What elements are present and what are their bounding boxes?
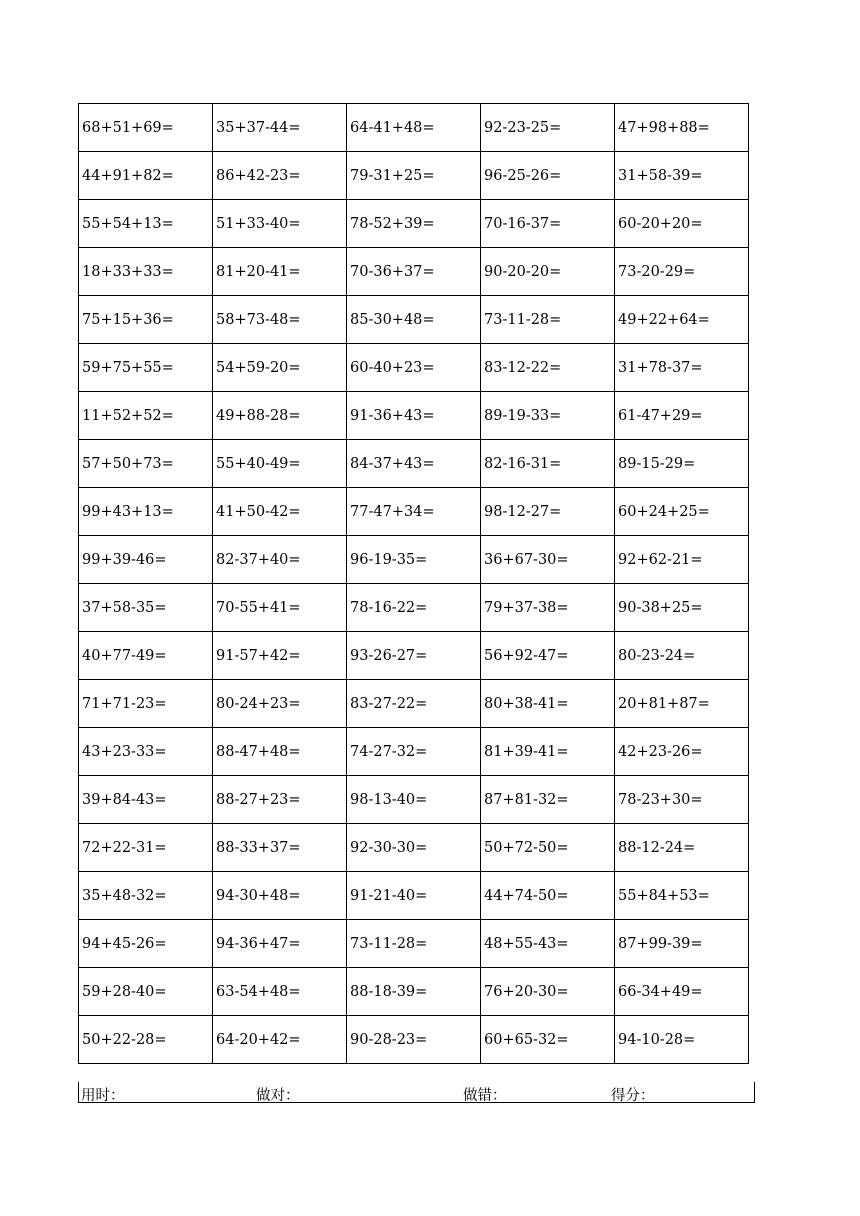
table-row — [79, 968, 749, 1016]
problem-cell: 55+84+53= — [615, 872, 749, 920]
problem-cell: 88-47+48= — [213, 728, 347, 776]
problem-cell: 96-25-26= — [481, 152, 615, 200]
table-row — [79, 680, 749, 728]
problem-cell: 90-20-20= — [481, 248, 615, 296]
problem-cell: 89-19-33= — [481, 392, 615, 440]
problem-cell: 49+22+64= — [615, 296, 749, 344]
problem-cell: 74-27-32= — [347, 728, 481, 776]
problem-cell: 49+88-28= — [213, 392, 347, 440]
problem-cell: 31+78-37= — [615, 344, 749, 392]
problem-cell: 80+38-41= — [481, 680, 615, 728]
problem-cell: 36+67-30= — [481, 536, 615, 584]
problem-cell: 78-16-22= — [347, 584, 481, 632]
problem-cell: 90-28-23= — [347, 1016, 481, 1064]
problem-cell: 80-24+23= — [213, 680, 347, 728]
problem-cell: 73-11-28= — [347, 920, 481, 968]
problem-grid-body — [79, 104, 749, 1064]
wrong-label: 做错： — [463, 1088, 507, 1104]
problem-cell: 64-20+42= — [213, 1016, 347, 1064]
table-row — [79, 488, 749, 536]
problem-cell: 85-30+48= — [347, 296, 481, 344]
problem-cell: 99+39-46= — [79, 536, 213, 584]
table-row — [79, 392, 749, 440]
table-row — [79, 632, 749, 680]
problem-cell: 54+59-20= — [213, 344, 347, 392]
problem-cell: 79+37-38= — [481, 584, 615, 632]
problem-cell: 98-12-27= — [481, 488, 615, 536]
problem-cell: 75+15+36= — [79, 296, 213, 344]
problem-cell: 40+77-49= — [79, 632, 213, 680]
problem-cell: 89-15-29= — [615, 440, 749, 488]
problem-cell: 80-23-24= — [615, 632, 749, 680]
problem-cell: 91-57+42= — [213, 632, 347, 680]
problem-cell: 64-41+48= — [347, 104, 481, 152]
problem-cell: 98-13-40= — [347, 776, 481, 824]
problem-cell: 94-30+48= — [213, 872, 347, 920]
problem-cell: 59+75+55= — [79, 344, 213, 392]
problem-cell: 50+72-50= — [481, 824, 615, 872]
time-label: 用时： — [81, 1088, 125, 1104]
table-row — [79, 728, 749, 776]
problem-cell: 81+39-41= — [481, 728, 615, 776]
table-row — [79, 104, 749, 152]
table-row — [79, 776, 749, 824]
problem-cell: 44+91+82= — [79, 152, 213, 200]
problem-cell: 47+98+88= — [615, 104, 749, 152]
problem-cell: 20+81+87= — [615, 680, 749, 728]
problem-cell: 99+43+13= — [79, 488, 213, 536]
problem-cell: 18+33+33= — [79, 248, 213, 296]
problem-cell: 41+50-42= — [213, 488, 347, 536]
problem-cell: 78-52+39= — [347, 200, 481, 248]
problem-cell: 88-18-39= — [347, 968, 481, 1016]
problem-cell: 50+22-28= — [79, 1016, 213, 1064]
problem-cell: 94-36+47= — [213, 920, 347, 968]
problem-cell: 83-27-22= — [347, 680, 481, 728]
problem-cell: 91-21-40= — [347, 872, 481, 920]
problem-cell: 48+55-43= — [481, 920, 615, 968]
score-label: 得分： — [611, 1088, 655, 1104]
table-row — [79, 920, 749, 968]
problem-cell: 93-26-27= — [347, 632, 481, 680]
problem-cell: 60-20+20= — [615, 200, 749, 248]
problem-cell: 70-55+41= — [213, 584, 347, 632]
problem-cell: 84-37+43= — [347, 440, 481, 488]
table-row — [79, 152, 749, 200]
problem-cell: 91-36+43= — [347, 392, 481, 440]
problem-cell: 82-37+40= — [213, 536, 347, 584]
problem-cell: 71+71-23= — [79, 680, 213, 728]
problem-cell: 81+20-41= — [213, 248, 347, 296]
problem-cell: 90-38+25= — [615, 584, 749, 632]
problem-cell: 87+81-32= — [481, 776, 615, 824]
table-row — [79, 824, 749, 872]
problem-cell: 88-33+37= — [213, 824, 347, 872]
problem-cell: 73-20-29= — [615, 248, 749, 296]
problem-cell: 94-10-28= — [615, 1016, 749, 1064]
problem-cell: 76+20-30= — [481, 968, 615, 1016]
problem-cell: 39+84-43= — [79, 776, 213, 824]
problem-grid — [78, 103, 749, 1064]
table-row — [79, 344, 749, 392]
problem-cell: 42+23-26= — [615, 728, 749, 776]
problem-cell: 60+65-32= — [481, 1016, 615, 1064]
footer-bar — [78, 1082, 755, 1103]
problem-cell: 73-11-28= — [481, 296, 615, 344]
table-row — [79, 872, 749, 920]
problem-cell: 92-23-25= — [481, 104, 615, 152]
problem-cell: 31+58-39= — [615, 152, 749, 200]
problem-cell: 86+42-23= — [213, 152, 347, 200]
problem-cell: 72+22-31= — [79, 824, 213, 872]
problem-cell: 55+54+13= — [79, 200, 213, 248]
table-row — [79, 200, 749, 248]
correct-label: 做对： — [256, 1088, 300, 1104]
problem-cell: 58+73-48= — [213, 296, 347, 344]
table-row — [79, 440, 749, 488]
problem-cell: 88-12-24= — [615, 824, 749, 872]
problem-cell: 35+48-32= — [79, 872, 213, 920]
problem-cell: 60-40+23= — [347, 344, 481, 392]
problem-cell: 78-23+30= — [615, 776, 749, 824]
problem-cell: 96-19-35= — [347, 536, 481, 584]
problem-cell: 44+74-50= — [481, 872, 615, 920]
problem-cell: 11+52+52= — [79, 392, 213, 440]
problem-cell: 77-47+34= — [347, 488, 481, 536]
problem-cell: 66-34+49= — [615, 968, 749, 1016]
table-row — [79, 536, 749, 584]
problem-cell: 92-30-30= — [347, 824, 481, 872]
problem-cell: 60+24+25= — [615, 488, 749, 536]
problem-cell: 79-31+25= — [347, 152, 481, 200]
problem-cell: 70-36+37= — [347, 248, 481, 296]
problem-cell: 59+28-40= — [79, 968, 213, 1016]
table-row — [79, 248, 749, 296]
problem-cell: 51+33-40= — [213, 200, 347, 248]
problem-cell: 68+51+69= — [79, 104, 213, 152]
problem-cell: 70-16-37= — [481, 200, 615, 248]
table-row — [79, 296, 749, 344]
problem-cell: 92+62-21= — [615, 536, 749, 584]
problem-cell: 55+40-49= — [213, 440, 347, 488]
problem-cell: 88-27+23= — [213, 776, 347, 824]
problem-cell: 83-12-22= — [481, 344, 615, 392]
problem-cell: 82-16-31= — [481, 440, 615, 488]
problem-cell: 61-47+29= — [615, 392, 749, 440]
problem-cell: 63-54+48= — [213, 968, 347, 1016]
problem-cell: 94+45-26= — [79, 920, 213, 968]
problem-cell: 43+23-33= — [79, 728, 213, 776]
table-row — [79, 1016, 749, 1064]
problem-cell: 56+92-47= — [481, 632, 615, 680]
problem-cell: 35+37-44= — [213, 104, 347, 152]
problem-cell: 37+58-35= — [79, 584, 213, 632]
problem-cell: 57+50+73= — [79, 440, 213, 488]
table-row — [79, 584, 749, 632]
problem-cell: 87+99-39= — [615, 920, 749, 968]
